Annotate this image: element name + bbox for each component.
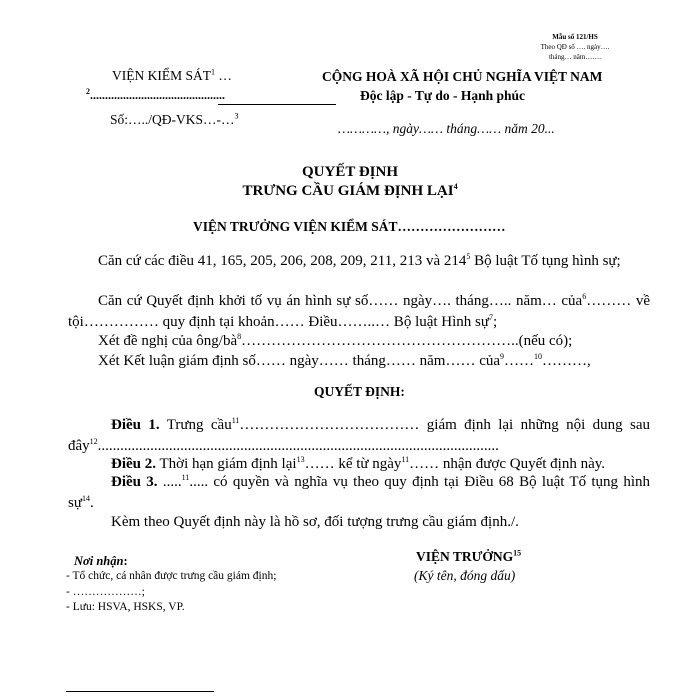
director-heading: VIỆN TRƯỞNG VIỆN KIỂM SÁT…………………… xyxy=(193,219,506,234)
sub-agency-line: $^2$............................................. xyxy=(86,87,225,102)
basis-paragraph-1: Căn cứ các điều 41, 165, 205, 206, 208, 209, 211, 213 và $214^5$ Bộ luật Tố tụng hình sự; xyxy=(98,252,621,269)
signature-note: (Ký tên, đóng dấu) xyxy=(414,568,516,583)
form-ref-line1: Theo QĐ số …. ngày…. xyxy=(540,43,610,51)
basis-paragraph-4: Xét Kết luận giám định số…… ngày…… tháng…… năm…… của$^9$……$^{10}$………, xyxy=(98,352,591,369)
doc-subtitle: TRƯNG CẦU GIÁM ĐỊNH LẠI$^4$ xyxy=(242,182,458,199)
recipients-heading: Nơi nhận: xyxy=(74,554,128,568)
form-ref-line2: tháng… năm……. xyxy=(548,53,602,61)
agency-name: VIỆN KIỂM SÁT$^1$ … xyxy=(112,67,232,83)
article-3: Điều 3. .....$^{11}$..... có quyền và nghĩa vụ theo quy định tại Điều 68 Bộ luật Tố tụng hình sự$^{14}$. xyxy=(68,473,651,511)
decision-heading: QUYẾT ĐỊNH: xyxy=(314,384,405,399)
recipient-item: - Lưu: HSVA, HSKS, VP. xyxy=(66,601,185,613)
footnote-separator xyxy=(66,691,214,692)
date-line: …………, ngày…… tháng…… năm 20... xyxy=(338,121,555,136)
attachment-note: Kèm theo Quyết định này là hồ sơ, đối tượng trưng cầu giám định./. xyxy=(111,514,519,530)
recipient-item: - ………………; xyxy=(66,586,145,598)
basis-paragraph-3: Xét đề nghị của ông/$bà^8\dots\dots\dots\dots\dots\dots\dots\dots\dots\dots\dots\dots\dots\dots\dots\dots\dots\dots..(nếu$ có); xyxy=(98,332,573,349)
motto: Độc lập - Tự do - Hạnh phúc xyxy=(360,88,526,103)
country-name: CỘNG HOÀ XÃ HỘI CHỦ NGHĨA VIỆT NAM xyxy=(322,69,603,84)
basis-paragraph-2: Căn cứ Quyết định khởi tố vụ án hình sự số…… ngày…. tháng….. năm… của$^6$……… về tội…………… quy định tại khoản…… Điều……..… Bộ luật Hình sự$^7$; xyxy=(68,292,650,330)
document-number: Số:…../QĐ-VKS…-…$^3$ xyxy=(110,111,239,127)
header-rule xyxy=(218,104,336,105)
recipient-item: - Tổ chức, cá nhân được trưng cầu giám định; xyxy=(66,570,277,582)
article-2: Điều 2. Thời hạn giám định lại$^{13}$…… kể từ ngày$^{11}$…… nhận được Quyết định này. xyxy=(111,455,606,472)
form-code: Mẫu số 121/HS xyxy=(552,33,598,41)
signature-title: VIỆN TRƯỞNG$^{15}$ xyxy=(416,548,522,564)
article-1: Điều 1. Trưng cầu$^{11}$……………………………… giám định lại những nội dung sau đây$^{12}$........................................................................................................... xyxy=(68,416,650,454)
doc-title: QUYẾT ĐỊNH xyxy=(302,164,398,180)
